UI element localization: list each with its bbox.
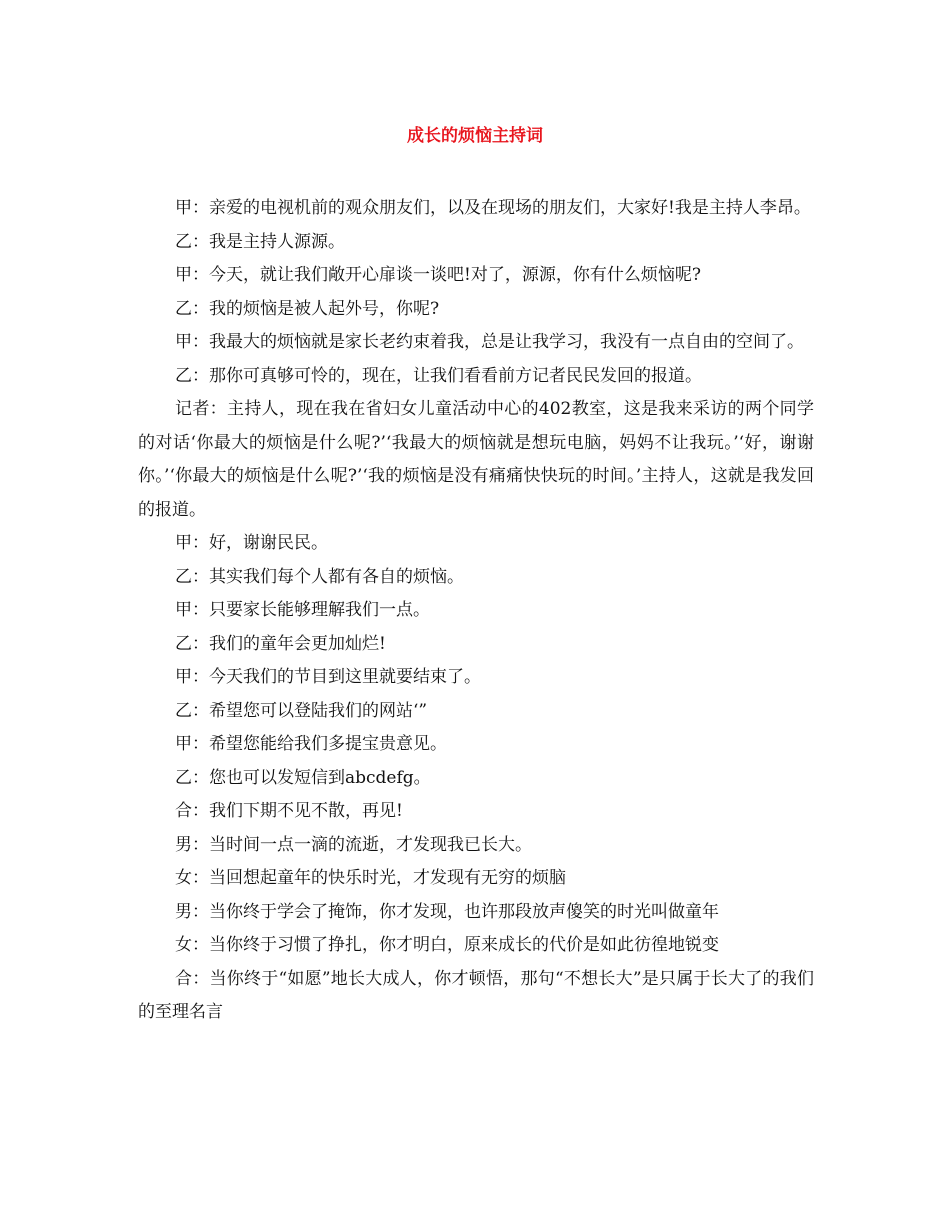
paragraph-19: 男：当你终于学会了掩饰，你才发现，也许那段放声傻笑的时光叫做童年: [175, 901, 719, 922]
paragraph-5: 甲：我最大的烦恼就是家长老约束着我，总是让我学习，我没有一点自由的空间了。: [175, 332, 804, 352]
paragraph-3: 甲：今天，就让我们敞开心扉谈一谈吧!对了，源源，你有什么烦恼呢?: [175, 265, 701, 285]
paragraph-18: 女：当回想起童年的快乐时光，才发现有无穷的烦脑: [175, 868, 566, 888]
paragraph-20: 女：当你终于习惯了挣扎，你才明白，原来成长的代价是如此彷徨地锐变: [175, 935, 719, 955]
paragraph-1: 甲：亲爱的电视机前的观众朋友们，以及在现场的朋友们，大家好!我是主持人李昂。: [175, 198, 811, 218]
paragraph-7: 记者：主持人，现在我在省妇女儿童活动中心的402教室，这是我来采访的两个同学的对话‘你最大的烦恼是什么呢?’‘我最大的烦恼就是想玩电脑，妈妈不让我玩。’‘好，谢谢你。’‘你最大的烦恼是什么呢?’‘我的烦恼是没有痛痛快快玩的时间。’主持人，这就是我发回的报道。: [138, 399, 814, 520]
paragraph-13: 乙：希望您可以登陆我们的网站‘”: [175, 700, 428, 721]
paragraph-11: 乙：我们的童年会更加灿烂!: [175, 633, 386, 654]
paragraph-14: 甲：希望您能给我们多提宝贵意见。: [175, 734, 447, 754]
paragraph-8: 甲：好，谢谢民民。: [175, 533, 328, 553]
paragraph-9: 乙：其实我们每个人都有各自的烦恼。: [175, 566, 464, 587]
paragraph-21: 合：当你终于“如愿”地长大成人，你才顿悟，那句“不想长大”是只属于长大了的我们的至理名言: [138, 968, 814, 1022]
paragraph-16: 合：我们下期不见不散，再见!: [175, 801, 403, 821]
paragraph-15: 乙：您也可以发短信到abcdefg。: [175, 767, 431, 788]
document-body: [138, 192, 814, 1030]
document-title: 成长的烦恼主持词: [407, 126, 543, 146]
paragraph-4: 乙：我的烦恼是被人起外号，你呢?: [175, 298, 440, 319]
paragraph-2: 乙：我是主持人源源。: [175, 231, 345, 252]
paragraph-6: 乙：那你可真够可怜的，现在，让我们看看前方记者民民发回的报道。: [175, 365, 702, 386]
paragraph-17: 男：当时间一点一滴的流逝，才发现我已长大。: [175, 834, 532, 855]
paragraph-12: 甲：今天我们的节目到这里就要结束了。: [175, 667, 481, 687]
paragraph-10: 甲：只要家长能够理解我们一点。: [175, 600, 430, 620]
